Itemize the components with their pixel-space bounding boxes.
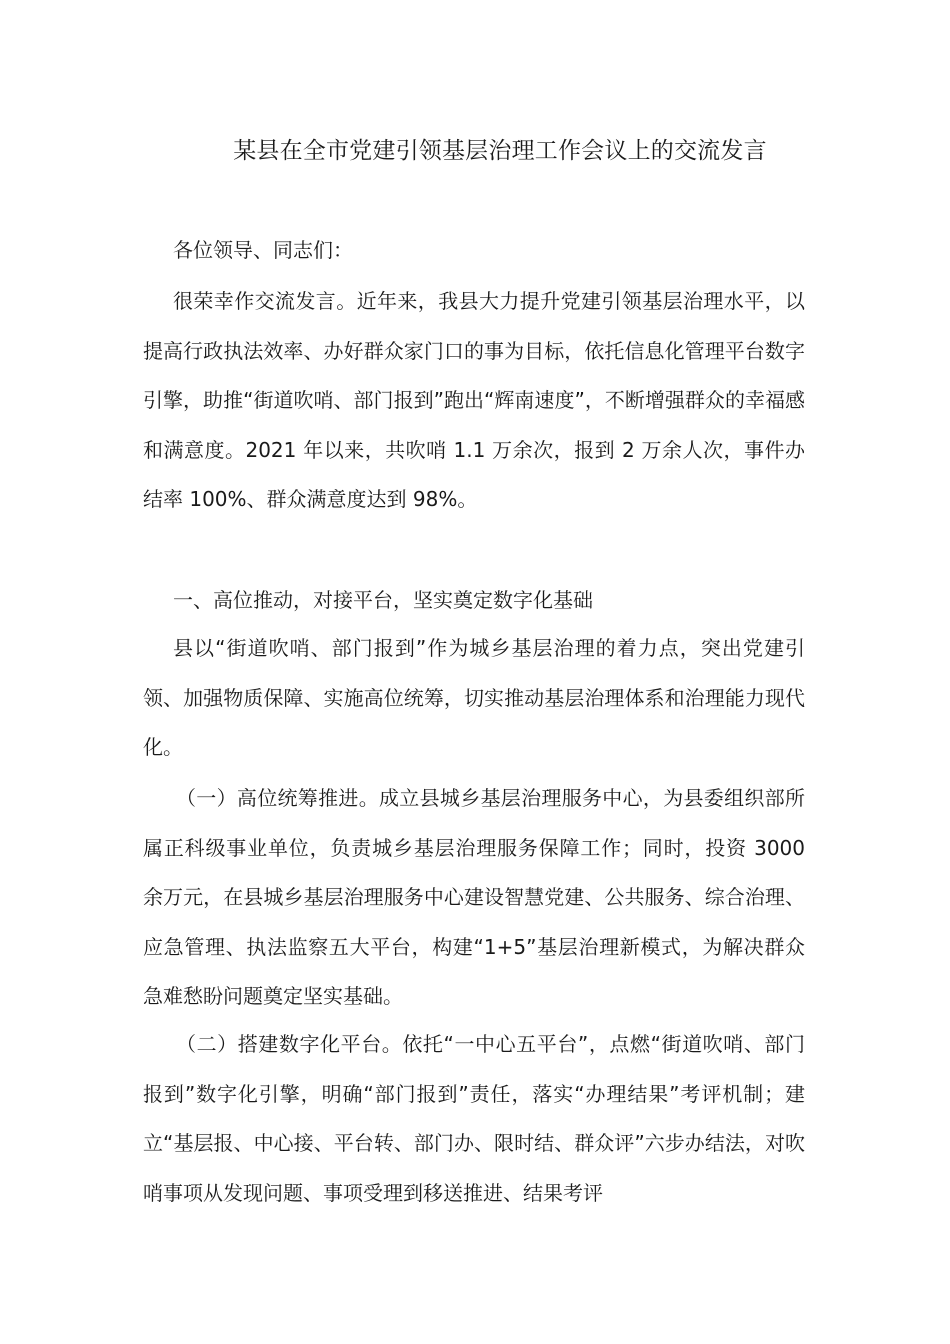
- paragraph-item-2: （二）搭建数字化平台。依托“一中心五平台”，点燃“街道吹哨、部门报到”数字化引擎，明确“部门报到”责任，落实“办理结果”考评机制；建立“基层报、中心接、平台转、部门办、限时结、群众评”六步办结法，对吹哨事项从发现问题、事项受理到移送推进、结果考评: [143, 1032, 805, 1205]
- paragraph-intro: 很荣幸作交流发言。近年来，我县大力提升党建引领基层治理水平，以提高行政执法效率、办好群众家门口的事为目标，依托信息化管理平台数字引擎，助推“街道吹哨、部门报到”跑出“辉南速度”，不断增强群众的幸福感和满意度。2021 年以来，共吹哨 1.1 万余次，报到 2 万余人次，事件办结率 100%、群众满意度达到 98%。: [143, 289, 805, 512]
- page-title: 某县在全市党建引领基层治理工作会议上的交流发言: [233, 138, 767, 164]
- section-heading-1: 一、高位推动，对接平台，坚实奠定数字化基础: [173, 588, 593, 612]
- paragraph-item-1: （一）高位统筹推进。成立县城乡基层治理服务中心，为县委组织部所属正科级事业单位，负责城乡基层治理服务保障工作；同时，投资 3000 余万元，在县城乡基层治理服务中心建设智慧党建、公共服务、综合治理、应急管理、执法监察五大平台，构建“1+5”基层治理新模式，为解决群众急难愁盼问题奠定坚实基础。: [143, 786, 805, 1009]
- salutation: 各位领导、同志们：: [173, 238, 353, 262]
- paragraph-section1-body: 县以“街道吹哨、部门报到”作为城乡基层治理的着力点，突出党建引领、加强物质保障、实施高位统筹，切实推动基层治理体系和治理能力现代化。: [143, 636, 805, 760]
